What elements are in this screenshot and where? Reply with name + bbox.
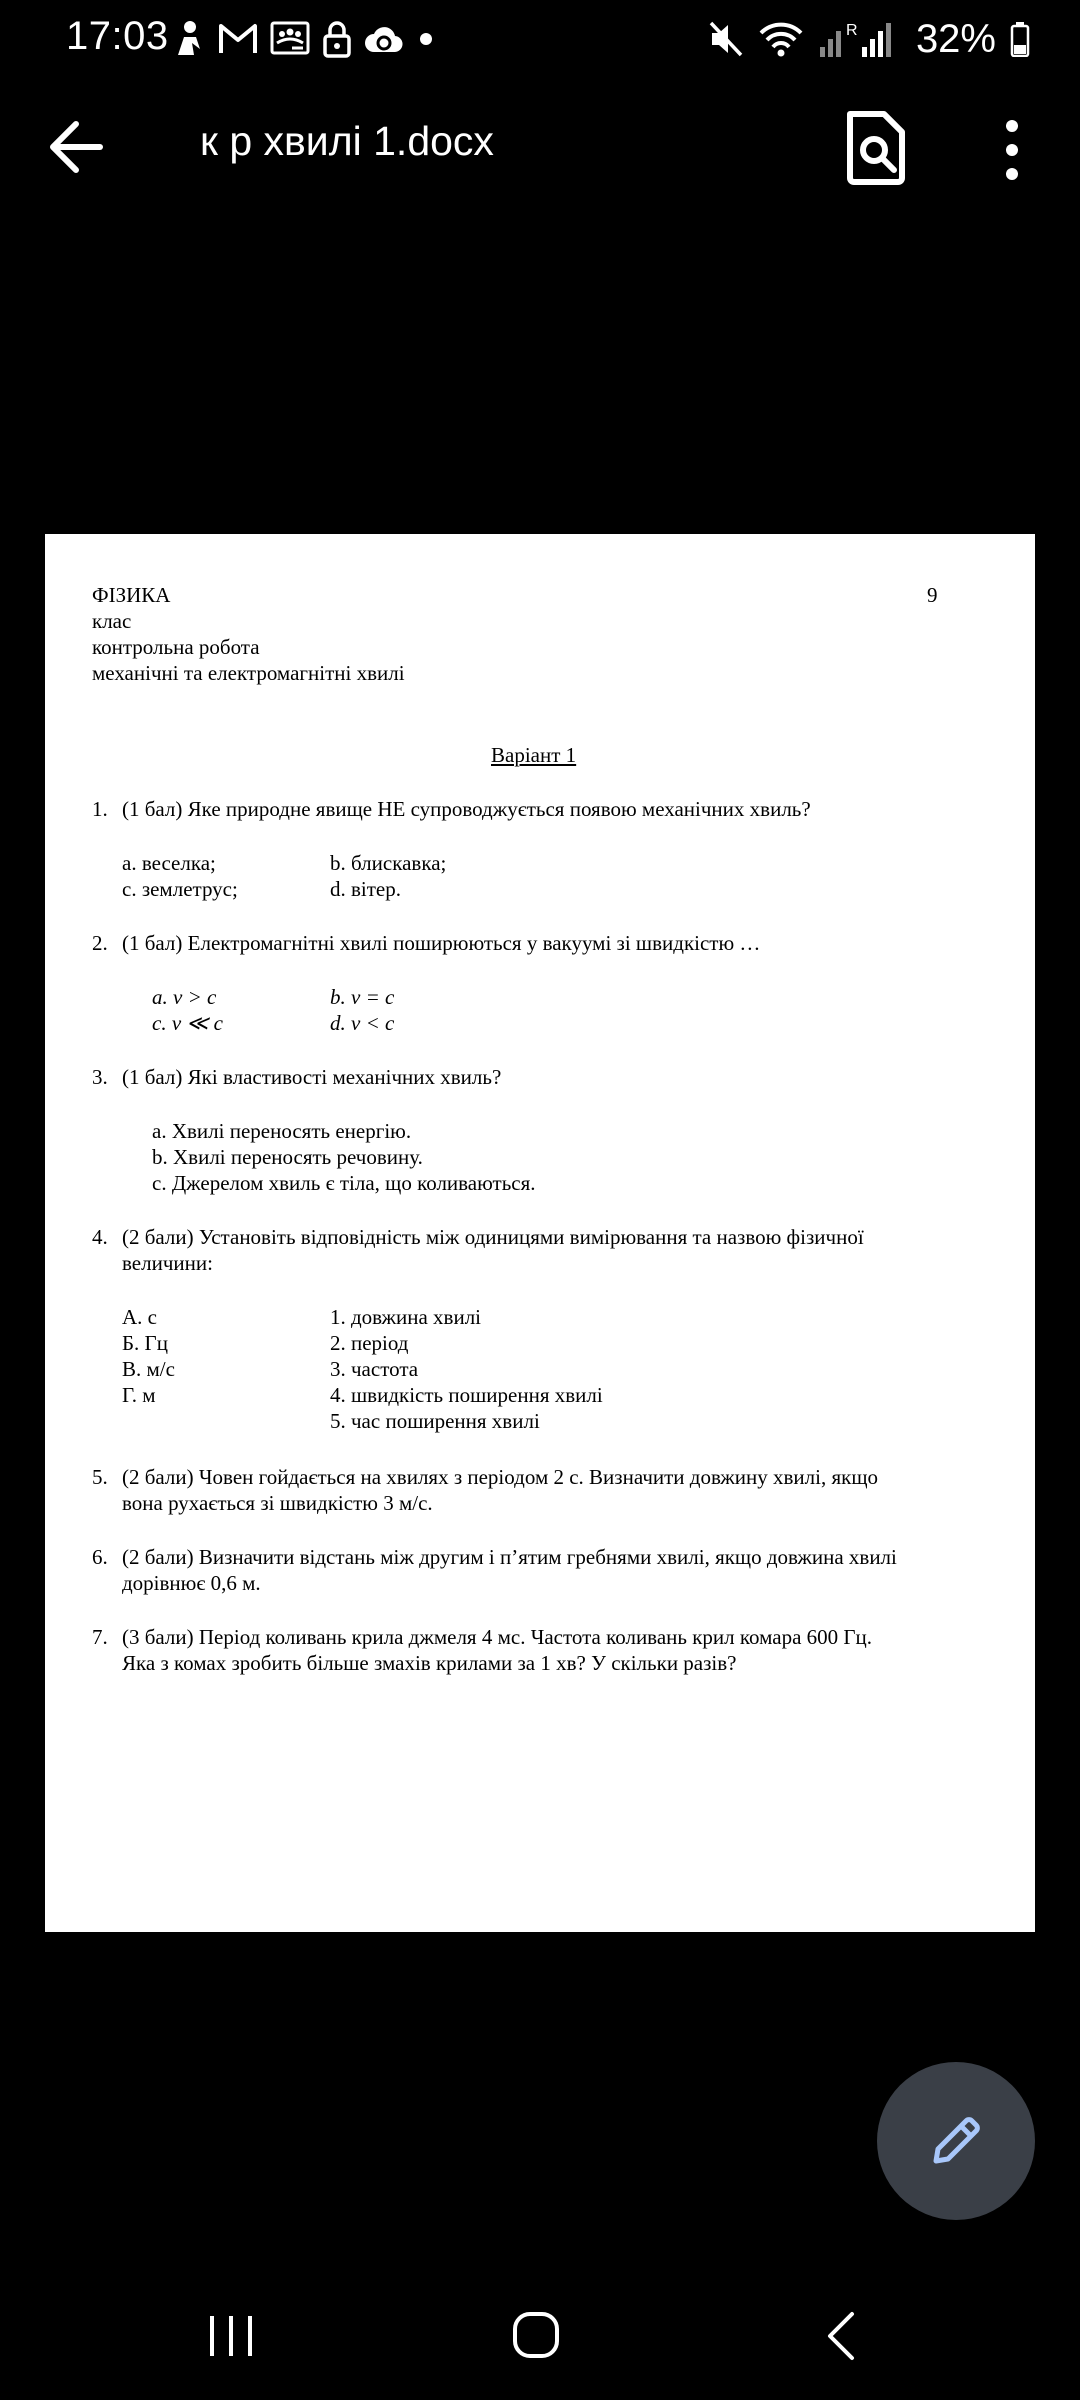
q2-option-a: a. v > c	[152, 985, 217, 1009]
gmail-icon	[218, 22, 258, 56]
q5-number: 5.	[92, 1465, 108, 1489]
q3-number: 3.	[92, 1065, 108, 1089]
nav-back-button[interactable]	[822, 2310, 858, 2362]
more-vert-icon	[982, 110, 1042, 190]
q1-option-d: d. вітер.	[330, 877, 401, 901]
document-page[interactable]	[45, 534, 1035, 1932]
q1-option-c: c. землетрус;	[122, 877, 238, 901]
recents-icon	[206, 2314, 256, 2358]
back-button[interactable]	[40, 114, 116, 180]
wifi-icon	[758, 20, 804, 58]
q4-left-item: А. с	[122, 1305, 157, 1329]
q4-right-item: 1. довжина хвилі	[330, 1305, 482, 1329]
app-bar	[0, 90, 1080, 200]
nav-recents-button[interactable]	[206, 2314, 256, 2358]
system-icons	[708, 14, 1030, 64]
q4-number: 4.	[92, 1225, 108, 1249]
q2-option-b: b. v = c	[330, 985, 395, 1009]
q1-text: (1 бал) Яке природне явище НЕ супроводжується появою механічних хвиль?	[122, 797, 811, 821]
back-arrow-icon	[40, 114, 116, 180]
find-in-document-button[interactable]	[842, 108, 912, 188]
notification-icons	[172, 18, 436, 60]
doc-grade: 9	[927, 583, 938, 607]
q1-option-b: b. блискавка;	[330, 851, 447, 875]
status-time: 17:03	[66, 14, 169, 58]
q2-number: 2.	[92, 931, 108, 955]
mute-icon	[708, 20, 744, 58]
q5-line2: вона рухається зі швидкістю 3 м/с.	[122, 1491, 433, 1515]
battery-icon	[1010, 21, 1030, 57]
svg-text:R: R	[845, 22, 858, 39]
q7-line2: Яка з комах зробить більше змахів крилами за 1 хв? У скільки разів?	[122, 1651, 737, 1675]
nav-back-icon	[822, 2310, 858, 2362]
doc-work-type: контрольна робота	[92, 635, 260, 659]
q4-text-line2: величини:	[122, 1251, 213, 1275]
doc-topic: механічні та електромагнітні хвилі	[92, 661, 405, 685]
q3-option-b: b. Хвилі переносять речовину.	[152, 1145, 423, 1169]
edit-button[interactable]	[877, 2062, 1035, 2220]
q4-right-item: 4. швидкість поширення хвилі	[330, 1383, 603, 1407]
pencil-icon	[926, 2111, 986, 2171]
doc-subject: ФІЗИКА	[92, 583, 171, 607]
q6-line1: (2 бали) Визначити відстань між другим і п’ятим гребнями хвилі, якщо довжина хвилі	[122, 1545, 897, 1569]
q2-option-c: c. v ≪ c	[152, 1011, 223, 1035]
battery-percent: 32%	[915, 16, 996, 61]
q2-option-d: d. v < c	[330, 1011, 395, 1035]
q1-option-a: a. веселка;	[122, 851, 216, 875]
q3-option-a: a. Хвилі переносять енергію.	[152, 1119, 412, 1143]
classroom-icon	[270, 21, 310, 57]
nav-home-button[interactable]	[512, 2310, 560, 2360]
find-in-document-icon	[842, 108, 912, 188]
status-bar	[0, 0, 1080, 78]
q3-option-c: c. Джерелом хвиль є тіла, що коливаються.	[152, 1171, 536, 1195]
q7-line1: (3 бали) Період коливань крила джмеля 4 мс. Частота коливань крил комара 600 Гц.	[122, 1625, 873, 1649]
q1-number: 1.	[92, 797, 108, 821]
sync-icon	[364, 22, 404, 56]
q2-text: (1 бал) Електромагнітні хвилі поширюються у вакуумі зі швидкістю …	[122, 931, 761, 955]
dot-icon	[416, 29, 436, 49]
q6-line2: дорівнює 0,6 м.	[122, 1571, 261, 1595]
q7-number: 7.	[92, 1625, 108, 1649]
q4-right-item: 2. період	[330, 1331, 409, 1355]
doc-class-word: клас	[92, 609, 132, 633]
person-icon	[172, 19, 206, 59]
q4-left-item: В. м/с	[122, 1357, 175, 1381]
q5-line1: (2 бали) Човен гойдається на хвилях з періодом 2 с. Визначити довжину хвилі, якщо	[122, 1465, 879, 1489]
lock-icon	[322, 20, 352, 58]
q3-text: (1 бал) Які властивості механічних хвиль?	[122, 1065, 502, 1089]
q4-right-item: 3. частота	[330, 1357, 419, 1381]
q6-number: 6.	[92, 1545, 108, 1569]
q4-left-item: Б. Гц	[122, 1331, 168, 1355]
q4-right-item: 5. час поширення хвилі	[330, 1409, 540, 1433]
doc-variant: Варіант 1	[491, 743, 577, 767]
more-options-button[interactable]	[982, 110, 1042, 190]
signal-icon	[818, 19, 902, 59]
document-title: к р хвилі 1.docx	[200, 118, 494, 164]
q4-text-line1: (2 бали) Установіть відповідність між одиницями вимірювання та назвою фізичної	[122, 1225, 864, 1249]
home-icon	[512, 2310, 560, 2360]
q4-left-item: Г. м	[122, 1383, 156, 1407]
